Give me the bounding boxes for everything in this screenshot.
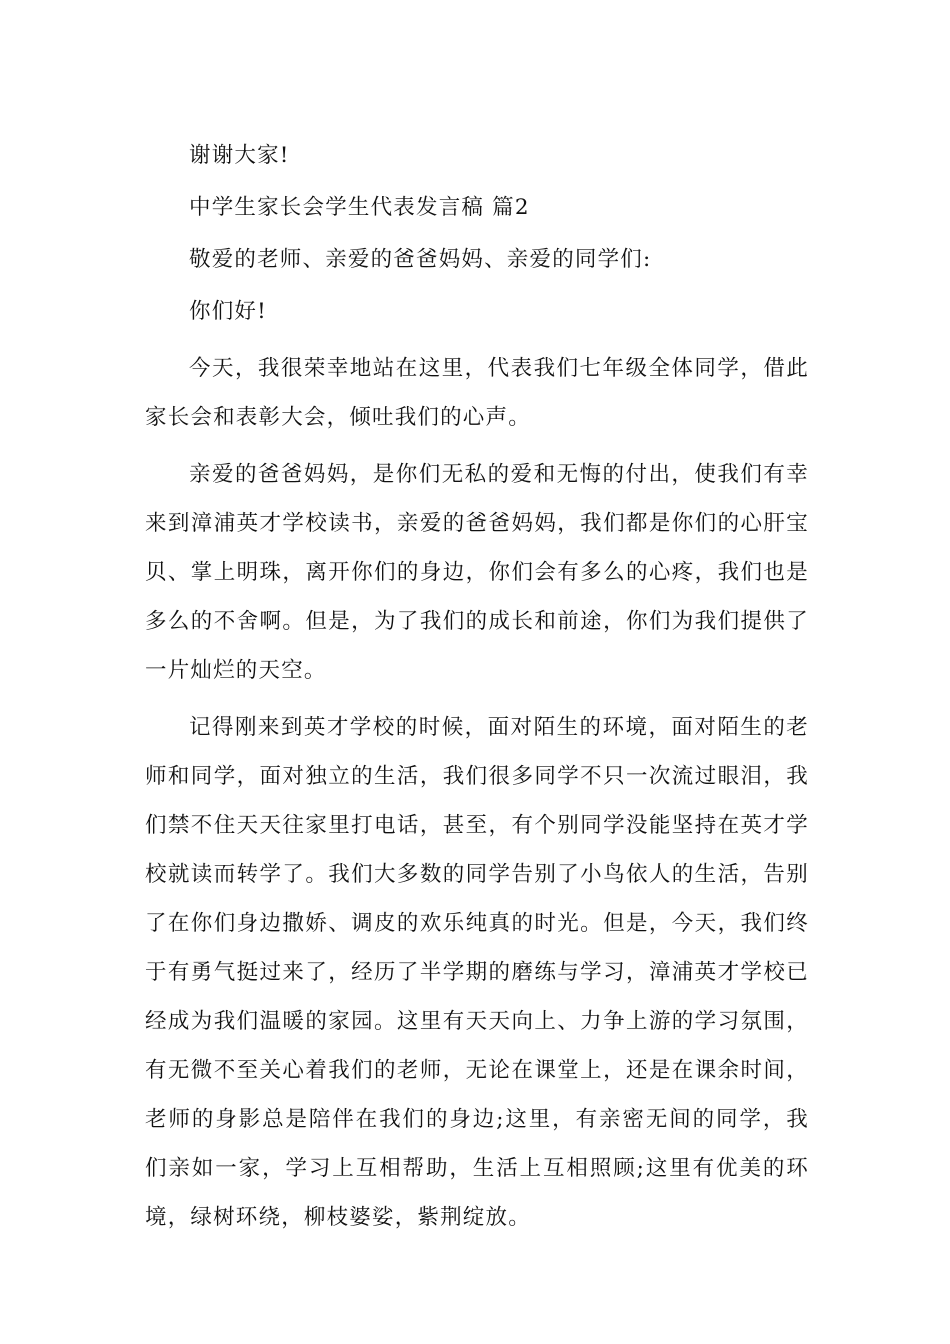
salutation: 敬爱的老师、亲爱的爸爸妈妈、亲爱的同学们: xyxy=(189,247,652,272)
paragraph-intro: 今天，我很荣幸地站在这里，代表我们七年级全体同学，借此家长会和表彰大会，倾吐我们的心声。 xyxy=(145,356,809,430)
greeting: 你们好! xyxy=(189,299,267,324)
paragraph-memories: 记得刚来到英才学校的时候，面对陌生的环境，面对陌生的老师和同学，面对独立的生活，我们很多同学不只一次流过眼泪，我们禁不住天天往家里打电话，甚至，有个别同学没能坚持在英才学校就读而转学了。我们大多数的同学告别了小鸟依人的生活，告别了在你们身边撒娇、调皮的欢乐纯真的时光。但是，今天，我们终于有勇气挺过来了，经历了半学期的磨练与学习，漳浦英才学校已经成为我们温暖的家园。这里有天天向上、力争上游的学习氛围，有无微不至关心着我们的老师，无论在课堂上，还是在课余时间，老师的身影总是陪伴在我们的身边;这里，有亲密无间的同学，我们亲如一家，学习上互相帮助，生活上互相照顾;这里有优美的环境，绿树环绕，柳枝婆娑，紫荆绽放。 xyxy=(145,715,809,1230)
document-body xyxy=(145,131,809,1242)
paragraph-parents: 亲爱的爸爸妈妈，是你们无私的爱和无悔的付出，使我们有幸来到漳浦英才学校读书，亲爱的爸爸妈妈，我们都是你们的心肝宝贝、掌上明珠，离开你们的身边，你们会有多么的心疼，我们也是多么的不舍啊。但是，为了我们的成长和前途，你们为我们提供了一片灿烂的天空。 xyxy=(145,462,809,683)
section-heading: 中学生家长会学生代表发言稿 篇2 xyxy=(189,195,530,220)
closing-line: 谢谢大家! xyxy=(189,143,290,168)
